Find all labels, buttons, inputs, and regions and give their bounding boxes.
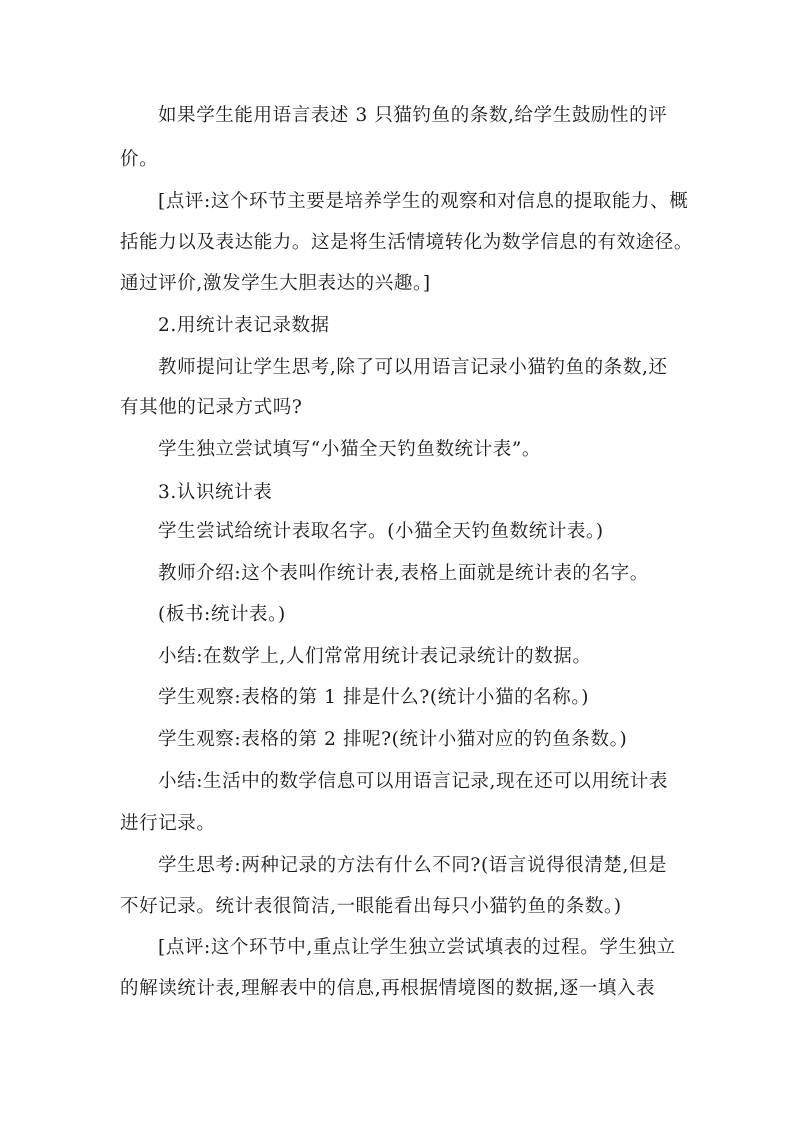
text-line: 学生独立尝试填写“小猫全天钓鱼数统计表”。 — [158, 439, 542, 460]
text-line: 括能力以及表达能力。这是将生活情境转化为数学信息的有效途径。 — [120, 232, 694, 253]
section-heading: 3.认识统计表 — [158, 482, 273, 503]
section-heading: 2.用统计表记录数据 — [158, 315, 330, 336]
text-line: 学生观察:表格的第 1 排是什么?(统计小猫的名称。) — [158, 687, 590, 708]
text-line: (板书:统计表。) — [158, 604, 286, 625]
text-line: 不好记录。统计表很简洁,一眼能看出每只小猫钓鱼的条数。) — [120, 896, 622, 917]
text-line: 学生尝试给统计表取名字。(小猫全天钓鱼数统计表。) — [158, 521, 604, 542]
text-line: 的解读统计表,理解表中的信息,再根据情境图的数据,逐一填入表 — [120, 978, 656, 999]
text-line: 学生思考:两种记录的方法有什么不同?(语言说得很清楚,但是 — [158, 855, 668, 876]
text-line: 学生观察:表格的第 2 排呢?(统计小猫对应的钓鱼条数。) — [158, 729, 628, 750]
text-line: 小结:生活中的数学信息可以用语言记录,现在还可以用统计表 — [158, 771, 668, 792]
text-line: 进行记录。 — [120, 813, 216, 834]
text-line: 教师提问让学生思考,除了可以用语言记录小猫钓鱼的条数,还 — [158, 357, 668, 378]
text-line: [点评:这个环节主要是培养学生的观察和对信息的提取能力、概 — [158, 191, 689, 212]
text-line: 教师介绍:这个表叫作统计表,表格上面就是统计表的名字。 — [158, 563, 649, 584]
text-line: 如果学生能用语言表述 3 只猫钓鱼的条数,给学生鼓励性的评 — [158, 105, 668, 126]
text-line: 有其他的记录方式吗? — [120, 397, 303, 418]
text-line: 小结:在数学上,人们常常用统计表记录统计的数据。 — [158, 646, 592, 667]
text-line: [点评:这个环节中,重点让学生独立尝试填表的过程。学生独立 — [158, 937, 676, 958]
text-line: 价。 — [120, 149, 159, 170]
text-line: 通过评价,激发学生大胆表达的兴趣。] — [120, 273, 431, 294]
